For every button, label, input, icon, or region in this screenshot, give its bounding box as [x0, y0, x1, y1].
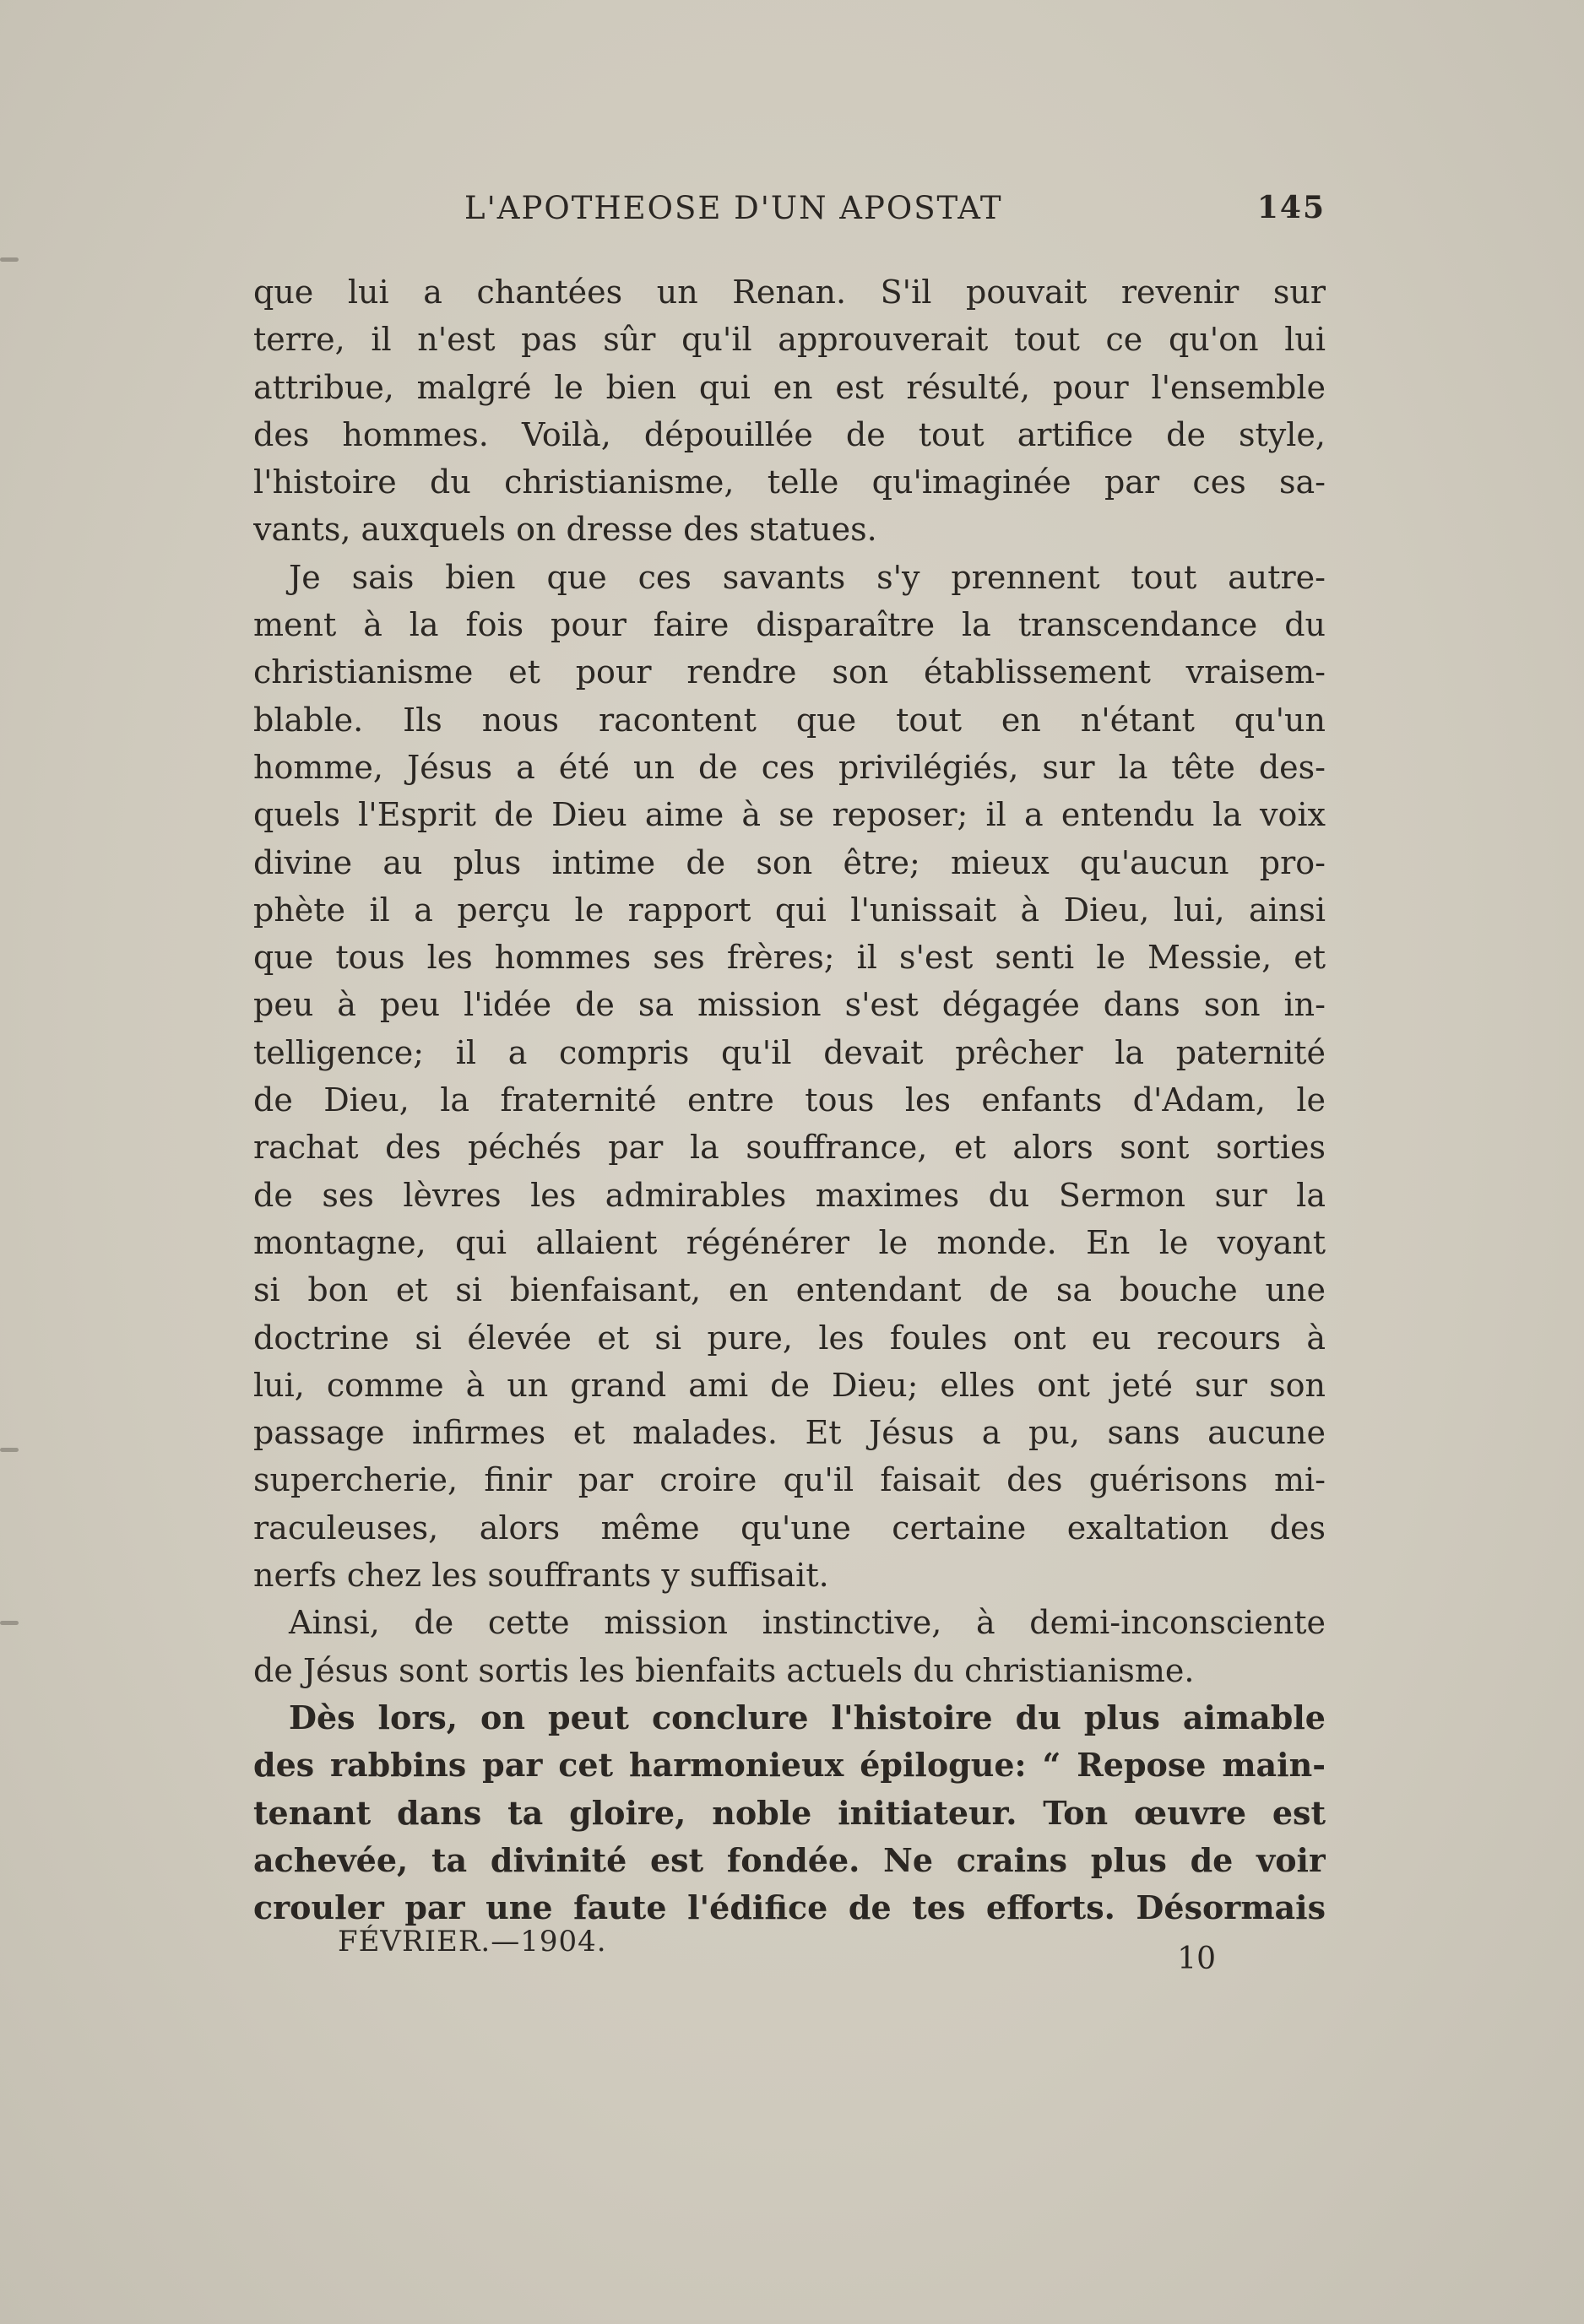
running-title: L'APOTHEOSE D'UN APOSTAT: [464, 190, 1003, 226]
text-line: quels l'Esprit de Dieu aime à se reposer; il a entendu la voix: [253, 796, 1326, 834]
text-line: vants, auxquels on dresse des statues.: [253, 511, 877, 549]
text-line: que tous les hommes ses frères; il s'est senti le Messie, et: [253, 939, 1326, 977]
text-line: raculeuses, alors même qu'une certaine exaltation des: [253, 1509, 1326, 1547]
page-edge-mark: [0, 257, 19, 262]
text-line: ment à la fois pour faire disparaître la transcendance du: [253, 606, 1326, 644]
text-line: divine au plus intime de son être; mieux qu'aucun pro-: [253, 843, 1326, 881]
text-line: passage infirmes et malades. Et Jésus a pu, sans aucune: [253, 1414, 1326, 1452]
text-line: doctrine si élevée et si pure, les foules ont eu recours à: [253, 1319, 1326, 1357]
text-line: christianisme et pour rendre son établissement vraisem-: [253, 653, 1326, 691]
text-line: homme, Jésus a été un de ces privilégiés, sur la tête des-: [253, 748, 1326, 786]
text-line: de Dieu, la fraternité entre tous les enfants d'Adam, le: [253, 1081, 1326, 1119]
text-line: Je sais bien que ces savants s'y prennent tout autre-: [289, 558, 1326, 596]
page-footer: [338, 1925, 1216, 1975]
text-line: achevée, ta divinité est fondée. Ne crains plus de voir: [253, 1840, 1326, 1879]
text-line: rachat des péchés par la souffrance, et alors sont sorties: [253, 1129, 1326, 1167]
text-line: l'histoire du christianisme, telle qu'imaginée par ces sa-: [253, 463, 1326, 501]
text-line: peu à peu l'idée de sa mission s'est dégagée dans son in-: [253, 986, 1326, 1024]
text-line: attribue, malgré le bien qui en est résulté, pour l'ensemble: [253, 368, 1326, 406]
text-line: Dès lors, on peut conclure l'histoire du plus aimable: [289, 1698, 1326, 1736]
text-line: blable. Ils nous racontent que tout en n'étant qu'un: [253, 701, 1326, 739]
text-line: des hommes. Voilà, dépouillée de tout artifice de style,: [253, 415, 1326, 453]
running-header: [253, 190, 1326, 241]
text-line: nerfs chez les souffrants y suffisait.: [253, 1557, 829, 1595]
text-line: phète il a perçu le rapport qui l'unissait à Dieu, lui, ainsi: [253, 891, 1326, 929]
text-line: des rabbins par cet harmonieux épilogue: “ Repose main-: [253, 1746, 1326, 1785]
text-line: montagne, qui allaient régénérer le monde. En le voyant: [253, 1223, 1326, 1261]
body-text: [253, 268, 1326, 1931]
text-line: que lui a chantées un Renan. S'il pouvait revenir sur: [253, 274, 1326, 311]
text-line: crouler par une faute l'édifice de tes efforts. Désormais: [253, 1888, 1326, 1927]
issue-date: FÉVRIER.—1904.: [338, 1925, 607, 1958]
page-edge-mark: [0, 1448, 19, 1452]
text-line: supercherie, finir par croire qu'il faisait des guérisons mi-: [253, 1461, 1326, 1499]
page-number: 145: [1256, 190, 1326, 225]
text-line: terre, il n'est pas sûr qu'il approuverait tout ce qu'on lui: [253, 321, 1326, 359]
text-line: lui, comme à un grand ami de Dieu; elles ont jeté sur son: [253, 1366, 1326, 1404]
text-line: tenant dans ta gloire, noble initiateur. Ton œuvre est: [253, 1793, 1326, 1832]
text-line: si bon et si bienfaisant, en entendant de sa bouche une: [253, 1271, 1326, 1309]
text-line: Ainsi, de cette mission instinctive, à demi-inconsciente: [289, 1604, 1326, 1642]
page-edge-mark: [0, 1621, 19, 1625]
text-line: de ses lèvres les admirables maximes du Sermon sur la: [253, 1176, 1326, 1214]
signature-mark: 10: [1177, 1942, 1216, 1976]
text-line: telligence; il a compris qu'il devait prêcher la paternité: [253, 1033, 1326, 1071]
text-line: de Jésus sont sortis les bienfaits actuels du christianisme.: [253, 1651, 1195, 1689]
